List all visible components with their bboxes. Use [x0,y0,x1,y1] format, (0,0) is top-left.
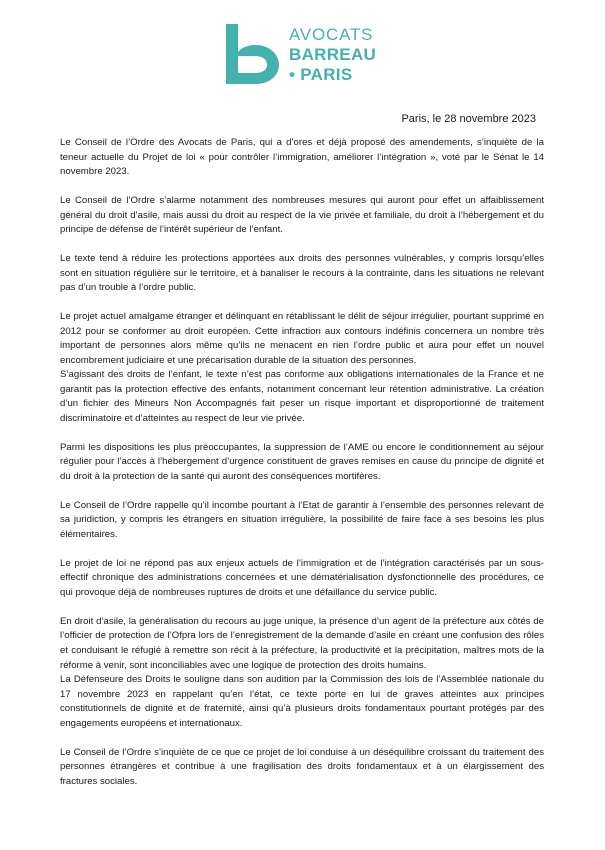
paragraph: S’agissant des droits de l’enfant, le texte n’est pas conforme aux obligations internationales de la France et ne garantit pas la protection effective des enfants, notamment concernant leur rétention administrative. La création d’un fichier des Mineurs Non Accompagnés fait peser un risque important et disproportionné de traitement discriminatoire et d’atteintes au respect de leur vie privée. [60,369,544,425]
paragraph: En droit d’asile, la généralisation du recours au juge unique, la présence d’un agent de la préfecture aux côtés de l’officier de protection de l’Ofpra lors de l’enregistrement de la demande d’asile en créant une confusion des rôles et conduisant le réfugié à remettre son récit à la préfecture, la productivité et la précipitation, maîtres mots de la réforme à venir, sont inconciliables avec une logique de protection des droits humains. [60,615,544,671]
logo-line-barreau: BARREAU [289,45,377,64]
paragraph: Le texte tend à réduire les protections apportées aux droits des personnes vulnérables, y compris lorsqu’elles sont en situation régulière sur le territoire, et à banaliser le recours à la contrainte, dans les situations ne relevant pas d’un trouble à l’ordre public. [60,252,544,294]
paragraph: Le Conseil de l’Ordre s’alarme notamment des nombreuses mesures qui auront pour effet un affaiblissement général du droit d’asile, mais aussi du droit au respect de la vie privée et familiale, du droit à l’hébergement et du principe de défense de l’intérêt supérieur de l’enfant. [60,194,544,236]
paragraph: Le Conseil de l’Ordre rappelle qu’il incombe pourtant à l’Etat de garantir à l’ensemble des personnes relevant de sa juridiction, y compris les étrangers en situation irrégulière, la possibilité de faire face à ses besoins les plus élémentaires. [60,499,544,540]
dateline: Paris, le 28 novembre 2023 [401,113,536,125]
letter-body [60,136,544,804]
paragraph: Parmi les dispositions les plus préoccupantes, la suppression de l’AME ou encore le conditionnement au séjour régulier pour l’accès à l’hébergement d’urgence constituent de graves remises en cause du principe de dignité et du droit à la protection de la santé qui auront des conséquences mortifères. [60,441,544,483]
logo-line-avocats: AVOCATS [289,25,374,44]
logo-line-paris: • PARIS [289,65,353,84]
paragraph: Le Conseil de l’Ordre s’inquiète de ce que ce projet de loi conduise à un déséquilibre croissant du traitement des personnes étrangères et contribue à une fragilisation des droits fondamentaux et à un élargissement des fractures sociales. [60,746,544,787]
paragraph: La Défenseure des Droits le souligne dans son audition par la Commission des lois de l’Assemblée nationale du 17 novembre 2023 en rappelant qu’en l’état, ce texte porte en lui de graves atteintes aux principes constitutionnels de dignité et de fraternité, ainsi qu’à plusieurs droits fondamentaux pourtant protégés par des engagements européens et internationaux. [60,674,544,729]
barreau-b-mark-icon [222,22,282,86]
paragraph: Le Conseil de l’Ordre des Avocats de Paris, qui a d’ores et déjà proposé des amendements, s’inquiète de la teneur actuelle du Projet de loi « pour contrôler l’immigration, améliorer l’intégration », voté par le Sénat le 14 novembre 2023. [60,137,544,178]
paragraph: Le projet actuel amalgame étranger et délinquant en rétablissant le délit de séjour irrégulier, pourtant supprimé en 2012 pour se conformer au droit européen. Cette infraction aux contours indéfinis concernera un nombre très important de personnes alors même qu’ils ne menacent en rien l’ordre public et aura pour effet un nouvel encombrement judiciaire et une précarisation durable de la situation des personnes. [60,310,544,366]
barreau-logo [222,22,402,86]
logo-wordmark [289,25,376,85]
paragraph: Le projet de loi ne répond pas aux enjeux actuels de l’immigration et de l’intégration caractérisés par un sous-effectif chronique des administrations concernées et une dématérialisation dysfonctionnelle des procédures, ce qui provoque déjà de nombreuses ruptures de droits et une défaillance du service public. [60,557,544,598]
